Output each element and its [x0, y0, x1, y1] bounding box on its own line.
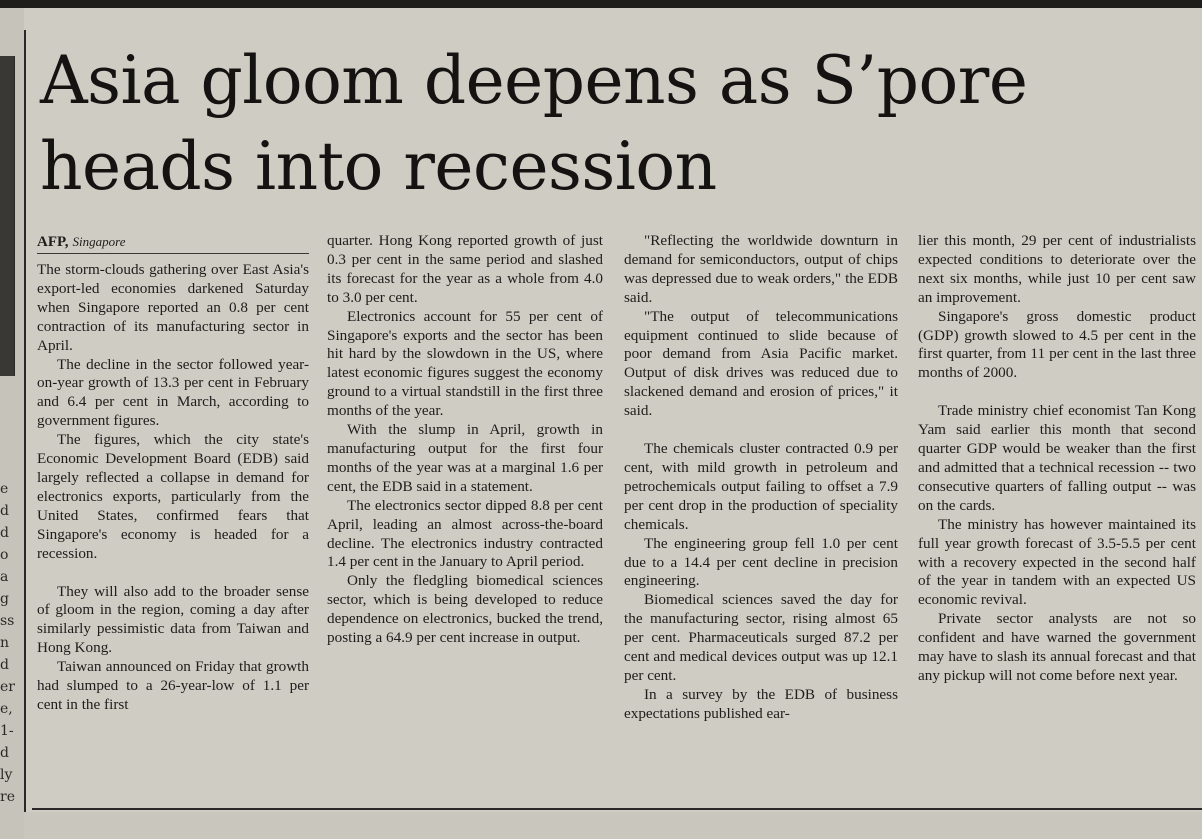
paragraph: The storm-clouds gathering over East Asia's export-led economies darkened Saturday when Singapore reported an 0.8 per cent contraction of its manufacturing sector in April. — [37, 261, 309, 354]
paragraph: In a survey by the EDB of business expectations published ear- — [624, 685, 898, 722]
fragment: a — [0, 569, 9, 585]
paragraph: The ministry has however maintained its full year growth forecast of 3.5-5.5 per cent with a recovery expected in the second half of the year in tandem with an expected US economic revival. — [918, 515, 1196, 609]
article-column-1 — [37, 232, 309, 715]
article-column-2 — [327, 232, 603, 648]
paragraph: The chemicals cluster contracted 0.9 per cent, with mild growth in petroleum and petrochemicals output failing to offset a 7.9 per cent drop in the production of speciality chemicals. — [624, 440, 898, 533]
fragment: d — [0, 745, 9, 761]
article-column-3 — [624, 232, 898, 724]
fragment: 1- — [0, 723, 14, 739]
byline — [37, 232, 309, 254]
article-column-4 — [918, 232, 1196, 686]
headline — [40, 38, 1190, 210]
fragment: e — [0, 481, 9, 497]
fragment: d — [0, 503, 9, 519]
adjacent-photo-edge — [0, 56, 15, 376]
paragraph: Taiwan announced on Friday that growth had slumped to a 26-year-low of 1.1 per cent in the first — [37, 658, 309, 713]
paragraph: The decline in the sector followed year-on-year growth of 13.3 per cent in February and 6.4 per cent in March, according to government figures. — [37, 355, 309, 430]
adjacent-text-fragments — [0, 478, 24, 808]
top-rule — [0, 0, 1202, 8]
paragraph: The figures, which the city state's Economic Development Board (EDB) said largely reflected a collapse in demand for electronics exports, particularly from the United States, confirmed fears that Singapore's economy is headed for a recession. — [37, 431, 309, 562]
fragment: o — [0, 547, 9, 563]
paragraph: Private sector analysts are not so confident and have warned the government may have to slash its annual forecast and that any pickup will not come before next year. — [918, 610, 1196, 684]
fragment: ss — [0, 613, 15, 629]
paragraph: With the slump in April, growth in manufacturing output for the first four months of the year was at a marginal 1.6 per cent, the EDB said in a statement. — [327, 421, 603, 495]
byline-agency: AFP, — [37, 234, 69, 250]
byline-place: Singapore — [72, 234, 126, 249]
headline-line-1: Asia gloom deepens as S’pore — [40, 42, 1028, 119]
paragraph: Trade ministry chief economist Tan Kong Yam said earlier this month that second quarter GDP would be weaker than the first and admitted that a technical recession -- two consecutive quarters of falling output -- was on the cards. — [918, 402, 1196, 514]
fragment: re — [0, 789, 15, 805]
fragment: ly — [0, 767, 13, 783]
fragment: n — [0, 635, 10, 651]
paragraph: "Reflecting the worldwide downturn in demand for semiconductors, output of chips was depressed due to weak orders," the EDB said. — [624, 232, 898, 306]
headline-line-2: heads into recession — [40, 128, 717, 205]
paragraph: The engineering group fell 1.0 per cent due to a 14.4 per cent decline in precision engineering. — [624, 534, 898, 590]
paragraph: quarter. Hong Kong reported growth of just 0.3 per cent in the same period and slashed its forecast for the year as a whole from 4.0 to 3.0 per cent. — [327, 232, 603, 306]
paragraph: They will also add to the broader sense of gloom in the region, coming a day after similarly pessimistic data from Taiwan and Hong Kong. — [37, 582, 309, 657]
paragraph: Only the fledgling biomedical sciences sector, which is being developed to reduce dependence on electronics, bucked the trend, posting a 64.9 per cent increase in output. — [327, 572, 603, 647]
fragment: er — [0, 679, 15, 695]
paragraph: Electronics account for 55 per cent of Singapore's exports and the sector has been hit hard by the slowdown in the US, where latest economic figures suggest the economy ground to a virtual standstill in the first three months of the year. — [327, 307, 603, 420]
next-article-strip — [24, 812, 1202, 839]
fragment: d — [0, 657, 9, 673]
paragraph: "The output of telecommunications equipment continued to slide because of poor demand from Asia Pacific market. Output of disk drives was reduced due to slackened demand and erosion of prices," it said. — [624, 307, 898, 420]
fragment: d — [0, 525, 9, 541]
fragment: e, — [0, 701, 13, 717]
fragment: g — [0, 591, 9, 607]
bottom-rule — [32, 808, 1202, 810]
paragraph: The electronics sector dipped 8.8 per cent April, leading an almost across-the-board decline. The electronics industry contracted 1.4 per cent in the January to April period. — [327, 496, 603, 571]
paragraph: Singapore's gross domestic product (GDP) growth slowed to 4.5 per cent in the first quarter, from 11 per cent in the last three months of 2000. — [918, 307, 1196, 382]
paragraph: Biomedical sciences saved the day for the manufacturing sector, rising almost 65 per cent. Pharmaceuticals surged 87.2 per cent and medical devices output was up 12.1 per cent. — [624, 591, 898, 684]
adjacent-column-fragment — [0, 8, 24, 839]
paragraph: lier this month, 29 per cent of industrialists expected conditions to deteriorate over the next six months, while just 10 per cent saw an improvement. — [918, 232, 1196, 306]
